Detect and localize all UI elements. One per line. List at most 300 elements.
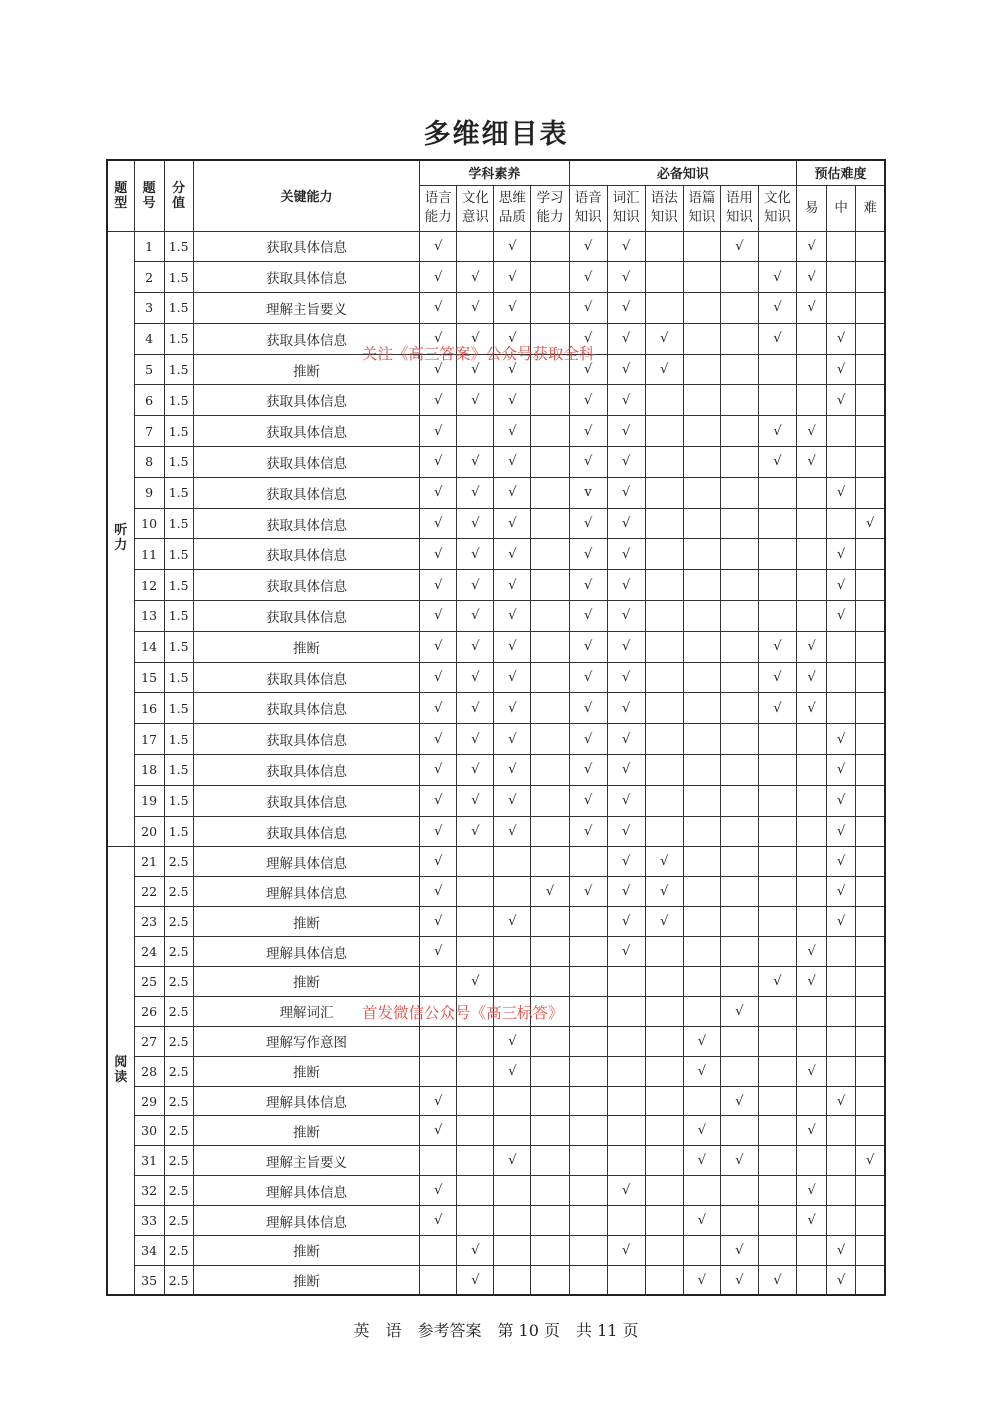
mark-cell: √: [827, 785, 856, 816]
table-row: [107, 847, 885, 877]
table-row: [107, 293, 885, 324]
ability-cell: 推断: [193, 1236, 420, 1266]
question-number-cell: 8: [134, 447, 164, 478]
mark-cell: √: [797, 293, 827, 324]
mark-cell: [683, 447, 720, 478]
mark-cell: √: [420, 937, 457, 967]
mark-cell: √: [683, 1026, 720, 1056]
mark-cell: [420, 1146, 457, 1176]
mark-cell: [856, 570, 885, 601]
mark-cell: [856, 539, 885, 570]
mark-cell: [827, 447, 856, 478]
mark-cell: √: [827, 1265, 856, 1295]
table-row: [107, 447, 885, 478]
mark-cell: [797, 323, 827, 354]
mark-cell: [457, 1086, 494, 1116]
mark-cell: [856, 1236, 885, 1266]
mark-cell: [531, 724, 569, 755]
mark-cell: √: [827, 816, 856, 847]
mark-cell: √: [569, 755, 607, 786]
mark-cell: √: [683, 1206, 720, 1236]
mark-cell: [645, 816, 683, 847]
mark-cell: [531, 1026, 569, 1056]
mark-cell: √: [827, 755, 856, 786]
score-cell: 2.5: [164, 1146, 193, 1176]
mark-cell: [827, 1176, 856, 1206]
mark-cell: [720, 755, 758, 786]
mark-cell: √: [494, 1026, 531, 1056]
table-row: [107, 1146, 885, 1176]
mark-cell: √: [494, 816, 531, 847]
mark-cell: [758, 539, 796, 570]
mark-cell: [797, 1236, 827, 1266]
mark-cell: √: [607, 693, 645, 724]
mark-cell: [645, 508, 683, 539]
mark-cell: [720, 354, 758, 385]
mark-cell: [457, 416, 494, 447]
watermark-top: 关注《高三答案》公众号获取全科: [362, 345, 595, 363]
mark-cell: √: [827, 539, 856, 570]
mark-cell: √: [607, 570, 645, 601]
mark-cell: √: [457, 785, 494, 816]
table-row: [107, 907, 885, 937]
watermark-bottom: 首发微信公众号《高三标答》: [362, 1004, 564, 1022]
table-row: [107, 1116, 885, 1146]
mark-cell: √: [420, 1206, 457, 1236]
mark-cell: √: [827, 323, 856, 354]
mark-cell: √: [720, 231, 758, 262]
mark-cell: √: [420, 385, 457, 416]
question-number-cell: 32: [134, 1176, 164, 1206]
mark-cell: √: [569, 323, 607, 354]
mark-cell: √: [720, 1086, 758, 1116]
mark-cell: √: [457, 508, 494, 539]
ability-cell: 理解主旨要义: [193, 293, 420, 324]
mark-cell: √: [683, 1265, 720, 1295]
mark-cell: √: [457, 323, 494, 354]
ability-cell: 理解具体信息: [193, 937, 420, 967]
mark-cell: √: [494, 570, 531, 601]
mark-cell: [607, 1086, 645, 1116]
mark-cell: [420, 1056, 457, 1086]
mark-cell: √: [494, 231, 531, 262]
mark-cell: √: [420, 785, 457, 816]
specification-table: [106, 159, 886, 1296]
mark-cell: √: [758, 293, 796, 324]
ability-cell: 获取具体信息: [193, 477, 420, 508]
header-sub-8: 语用 知识: [720, 185, 758, 231]
mark-cell: [683, 416, 720, 447]
mark-cell: [683, 539, 720, 570]
mark-cell: [856, 847, 885, 877]
mark-cell: √: [827, 1086, 856, 1116]
mark-cell: [607, 1026, 645, 1056]
mark-cell: [645, 1236, 683, 1266]
mark-cell: [494, 1265, 531, 1295]
header-ability: 关键能力: [193, 160, 420, 231]
mark-cell: √: [420, 262, 457, 293]
mark-cell: v: [569, 477, 607, 508]
mark-cell: [683, 816, 720, 847]
mark-cell: [607, 1146, 645, 1176]
score-cell: 2.5: [164, 1206, 193, 1236]
mark-cell: [827, 996, 856, 1026]
ability-cell: 理解具体信息: [193, 877, 420, 907]
score-cell: 1.5: [164, 816, 193, 847]
score-cell: 1.5: [164, 477, 193, 508]
mark-cell: [720, 847, 758, 877]
mark-cell: √: [494, 508, 531, 539]
mark-cell: √: [607, 907, 645, 937]
ability-cell: 获取具体信息: [193, 785, 420, 816]
ability-cell: 获取具体信息: [193, 385, 420, 416]
ability-cell: 理解具体信息: [193, 1206, 420, 1236]
mark-cell: [420, 1026, 457, 1056]
section-type-cell: 听 力: [107, 231, 134, 847]
mark-cell: [797, 1086, 827, 1116]
mark-cell: √: [569, 693, 607, 724]
table-row: [107, 693, 885, 724]
mark-cell: [827, 631, 856, 662]
mark-cell: √: [569, 816, 607, 847]
mark-cell: [720, 1206, 758, 1236]
mark-cell: [797, 539, 827, 570]
mark-cell: [827, 508, 856, 539]
mark-cell: √: [457, 293, 494, 324]
mark-cell: [856, 877, 885, 907]
mark-cell: [645, 231, 683, 262]
mark-cell: [645, 262, 683, 293]
mark-cell: [531, 293, 569, 324]
ability-cell: 推断: [193, 1265, 420, 1295]
mark-cell: [569, 1236, 607, 1266]
mark-cell: √: [494, 601, 531, 632]
mark-cell: √: [494, 755, 531, 786]
mark-cell: [856, 937, 885, 967]
mark-cell: [827, 693, 856, 724]
page-footer: 英 语 参考答案 第 10 页 共 11 页: [353, 1321, 639, 1340]
mark-cell: [531, 631, 569, 662]
mark-cell: [683, 1176, 720, 1206]
mark-cell: [856, 416, 885, 447]
mark-cell: [683, 262, 720, 293]
mark-cell: [797, 816, 827, 847]
mark-cell: [645, 662, 683, 693]
header-sub-7: 语篇 知识: [683, 185, 720, 231]
mark-cell: [758, 1086, 796, 1116]
mark-cell: √: [758, 662, 796, 693]
score-cell: 1.5: [164, 693, 193, 724]
question-number-cell: 15: [134, 662, 164, 693]
mark-cell: [569, 937, 607, 967]
mark-cell: [856, 1056, 885, 1086]
mark-cell: √: [494, 1146, 531, 1176]
mark-cell: [720, 967, 758, 997]
mark-cell: [607, 1056, 645, 1086]
mark-cell: [494, 847, 531, 877]
mark-cell: [420, 1265, 457, 1295]
mark-cell: √: [457, 1236, 494, 1266]
mark-cell: √: [494, 416, 531, 447]
mark-cell: √: [457, 539, 494, 570]
mark-cell: [494, 1206, 531, 1236]
mark-cell: √: [420, 631, 457, 662]
mark-cell: [758, 847, 796, 877]
mark-cell: [457, 1116, 494, 1146]
mark-cell: √: [797, 631, 827, 662]
mark-cell: √: [420, 662, 457, 693]
mark-cell: [856, 967, 885, 997]
mark-cell: [856, 1086, 885, 1116]
question-number-cell: 26: [134, 996, 164, 1026]
mark-cell: [720, 293, 758, 324]
score-cell: 1.5: [164, 755, 193, 786]
mark-cell: [683, 996, 720, 1026]
question-number-cell: 27: [134, 1026, 164, 1056]
mark-cell: [531, 570, 569, 601]
table-row: [107, 1056, 885, 1086]
mark-cell: [683, 785, 720, 816]
mark-cell: [797, 477, 827, 508]
mark-cell: [758, 937, 796, 967]
mark-cell: √: [607, 447, 645, 478]
mark-cell: √: [856, 508, 885, 539]
score-cell: 2.5: [164, 1265, 193, 1295]
mark-cell: [827, 937, 856, 967]
mark-cell: [645, 416, 683, 447]
header-sub-0: 语言 能力: [420, 185, 457, 231]
mark-cell: √: [494, 354, 531, 385]
mark-cell: √: [457, 385, 494, 416]
mark-cell: √: [420, 570, 457, 601]
ability-cell: 推断: [193, 907, 420, 937]
question-number-cell: 35: [134, 1265, 164, 1295]
mark-cell: √: [827, 847, 856, 877]
mark-cell: √: [607, 662, 645, 693]
mark-cell: [856, 1265, 885, 1295]
mark-cell: [797, 724, 827, 755]
mark-cell: √: [607, 323, 645, 354]
mark-cell: [645, 385, 683, 416]
mark-cell: √: [607, 416, 645, 447]
score-cell: 2.5: [164, 1026, 193, 1056]
mark-cell: [720, 570, 758, 601]
mark-cell: [720, 539, 758, 570]
mark-cell: √: [420, 416, 457, 447]
header-score: 分 值: [164, 160, 193, 231]
mark-cell: √: [607, 477, 645, 508]
mark-cell: [531, 1265, 569, 1295]
mark-cell: [569, 907, 607, 937]
mark-cell: [645, 1116, 683, 1146]
mark-cell: √: [645, 907, 683, 937]
mark-cell: √: [494, 293, 531, 324]
mark-cell: [531, 785, 569, 816]
mark-cell: [856, 816, 885, 847]
mark-cell: [645, 1206, 683, 1236]
mark-cell: [645, 1176, 683, 1206]
mark-cell: √: [420, 508, 457, 539]
question-number-cell: 6: [134, 385, 164, 416]
question-number-cell: 14: [134, 631, 164, 662]
score-cell: 2.5: [164, 847, 193, 877]
mark-cell: √: [856, 1146, 885, 1176]
mark-cell: [683, 724, 720, 755]
mark-cell: [827, 1146, 856, 1176]
mark-cell: √: [569, 293, 607, 324]
mark-cell: √: [494, 477, 531, 508]
mark-cell: √: [827, 724, 856, 755]
mark-cell: [645, 293, 683, 324]
score-cell: 1.5: [164, 508, 193, 539]
ability-cell: 获取具体信息: [193, 539, 420, 570]
mark-cell: [683, 662, 720, 693]
question-number-cell: 25: [134, 967, 164, 997]
question-number-cell: 5: [134, 354, 164, 385]
mark-cell: √: [607, 724, 645, 755]
mark-cell: [797, 877, 827, 907]
table-row: [107, 1236, 885, 1266]
mark-cell: √: [457, 755, 494, 786]
mark-cell: √: [569, 539, 607, 570]
mark-cell: [607, 967, 645, 997]
ability-cell: 获取具体信息: [193, 323, 420, 354]
ability-cell: 推断: [193, 1056, 420, 1086]
mark-cell: √: [420, 816, 457, 847]
mark-cell: √: [420, 847, 457, 877]
mark-cell: [569, 967, 607, 997]
mark-cell: [856, 1176, 885, 1206]
mark-cell: [607, 1265, 645, 1295]
mark-cell: [758, 385, 796, 416]
mark-cell: √: [494, 693, 531, 724]
mark-cell: √: [827, 1236, 856, 1266]
mark-cell: √: [420, 231, 457, 262]
header-sub-6: 语法 知识: [645, 185, 683, 231]
mark-cell: [683, 354, 720, 385]
mark-cell: [758, 907, 796, 937]
mark-cell: [856, 293, 885, 324]
mark-cell: √: [494, 785, 531, 816]
mark-cell: √: [420, 724, 457, 755]
mark-cell: [494, 967, 531, 997]
mark-cell: [797, 1146, 827, 1176]
mark-cell: [758, 1056, 796, 1086]
mark-cell: [856, 1026, 885, 1056]
mark-cell: [683, 937, 720, 967]
mark-cell: [569, 1206, 607, 1236]
mark-cell: [683, 601, 720, 632]
ability-cell: 理解具体信息: [193, 1176, 420, 1206]
mark-cell: [758, 570, 796, 601]
mark-cell: √: [758, 967, 796, 997]
ability-cell: 理解写作意图: [193, 1026, 420, 1056]
mark-cell: √: [797, 693, 827, 724]
question-number-cell: 31: [134, 1146, 164, 1176]
mark-cell: [645, 937, 683, 967]
mark-cell: [607, 996, 645, 1026]
mark-cell: [531, 477, 569, 508]
mark-cell: √: [758, 323, 796, 354]
mark-cell: [683, 508, 720, 539]
mark-cell: √: [797, 262, 827, 293]
mark-cell: [758, 996, 796, 1026]
mark-cell: [645, 693, 683, 724]
mark-cell: √: [797, 1176, 827, 1206]
mark-cell: [758, 354, 796, 385]
mark-cell: [720, 877, 758, 907]
mark-cell: √: [569, 508, 607, 539]
ability-cell: 获取具体信息: [193, 508, 420, 539]
mark-cell: [494, 1236, 531, 1266]
ability-cell: 推断: [193, 1116, 420, 1146]
mark-cell: √: [420, 601, 457, 632]
mark-cell: [720, 1056, 758, 1086]
table-row: [107, 1086, 885, 1116]
mark-cell: √: [420, 907, 457, 937]
mark-cell: [683, 385, 720, 416]
question-number-cell: 21: [134, 847, 164, 877]
mark-cell: [531, 1206, 569, 1236]
mark-cell: [531, 1236, 569, 1266]
mark-cell: [645, 755, 683, 786]
mark-cell: √: [569, 724, 607, 755]
mark-cell: √: [420, 1116, 457, 1146]
ability-cell: 理解具体信息: [193, 847, 420, 877]
question-number-cell: 13: [134, 601, 164, 632]
question-number-cell: 23: [134, 907, 164, 937]
mark-cell: √: [531, 877, 569, 907]
mark-cell: [531, 231, 569, 262]
mark-cell: √: [607, 785, 645, 816]
mark-cell: √: [645, 354, 683, 385]
mark-cell: [645, 1265, 683, 1295]
header-sub-3: 学习 能力: [531, 185, 569, 231]
mark-cell: √: [797, 1056, 827, 1086]
ability-cell: 理解主旨要义: [193, 1146, 420, 1176]
mark-cell: [569, 1056, 607, 1086]
table-row: [107, 877, 885, 907]
mark-cell: [531, 847, 569, 877]
ability-cell: 获取具体信息: [193, 601, 420, 632]
mark-cell: √: [420, 477, 457, 508]
mark-cell: √: [457, 967, 494, 997]
mark-cell: √: [494, 724, 531, 755]
table-row: [107, 385, 885, 416]
mark-cell: [827, 416, 856, 447]
mark-cell: [494, 1086, 531, 1116]
mark-cell: [856, 262, 885, 293]
table-row: [107, 937, 885, 967]
mark-cell: √: [607, 231, 645, 262]
mark-cell: √: [569, 231, 607, 262]
header-type: 题 型: [107, 160, 134, 231]
mark-cell: [531, 1176, 569, 1206]
mark-cell: √: [758, 693, 796, 724]
mark-cell: √: [457, 816, 494, 847]
mark-cell: [758, 477, 796, 508]
header-number: 题 号: [134, 160, 164, 231]
mark-cell: [645, 539, 683, 570]
mark-cell: [827, 1206, 856, 1236]
mark-cell: [457, 847, 494, 877]
mark-cell: [531, 755, 569, 786]
question-number-cell: 24: [134, 937, 164, 967]
mark-cell: [531, 447, 569, 478]
mark-cell: √: [607, 262, 645, 293]
header-sub-2: 思维 品质: [494, 185, 531, 231]
mark-cell: √: [827, 877, 856, 907]
